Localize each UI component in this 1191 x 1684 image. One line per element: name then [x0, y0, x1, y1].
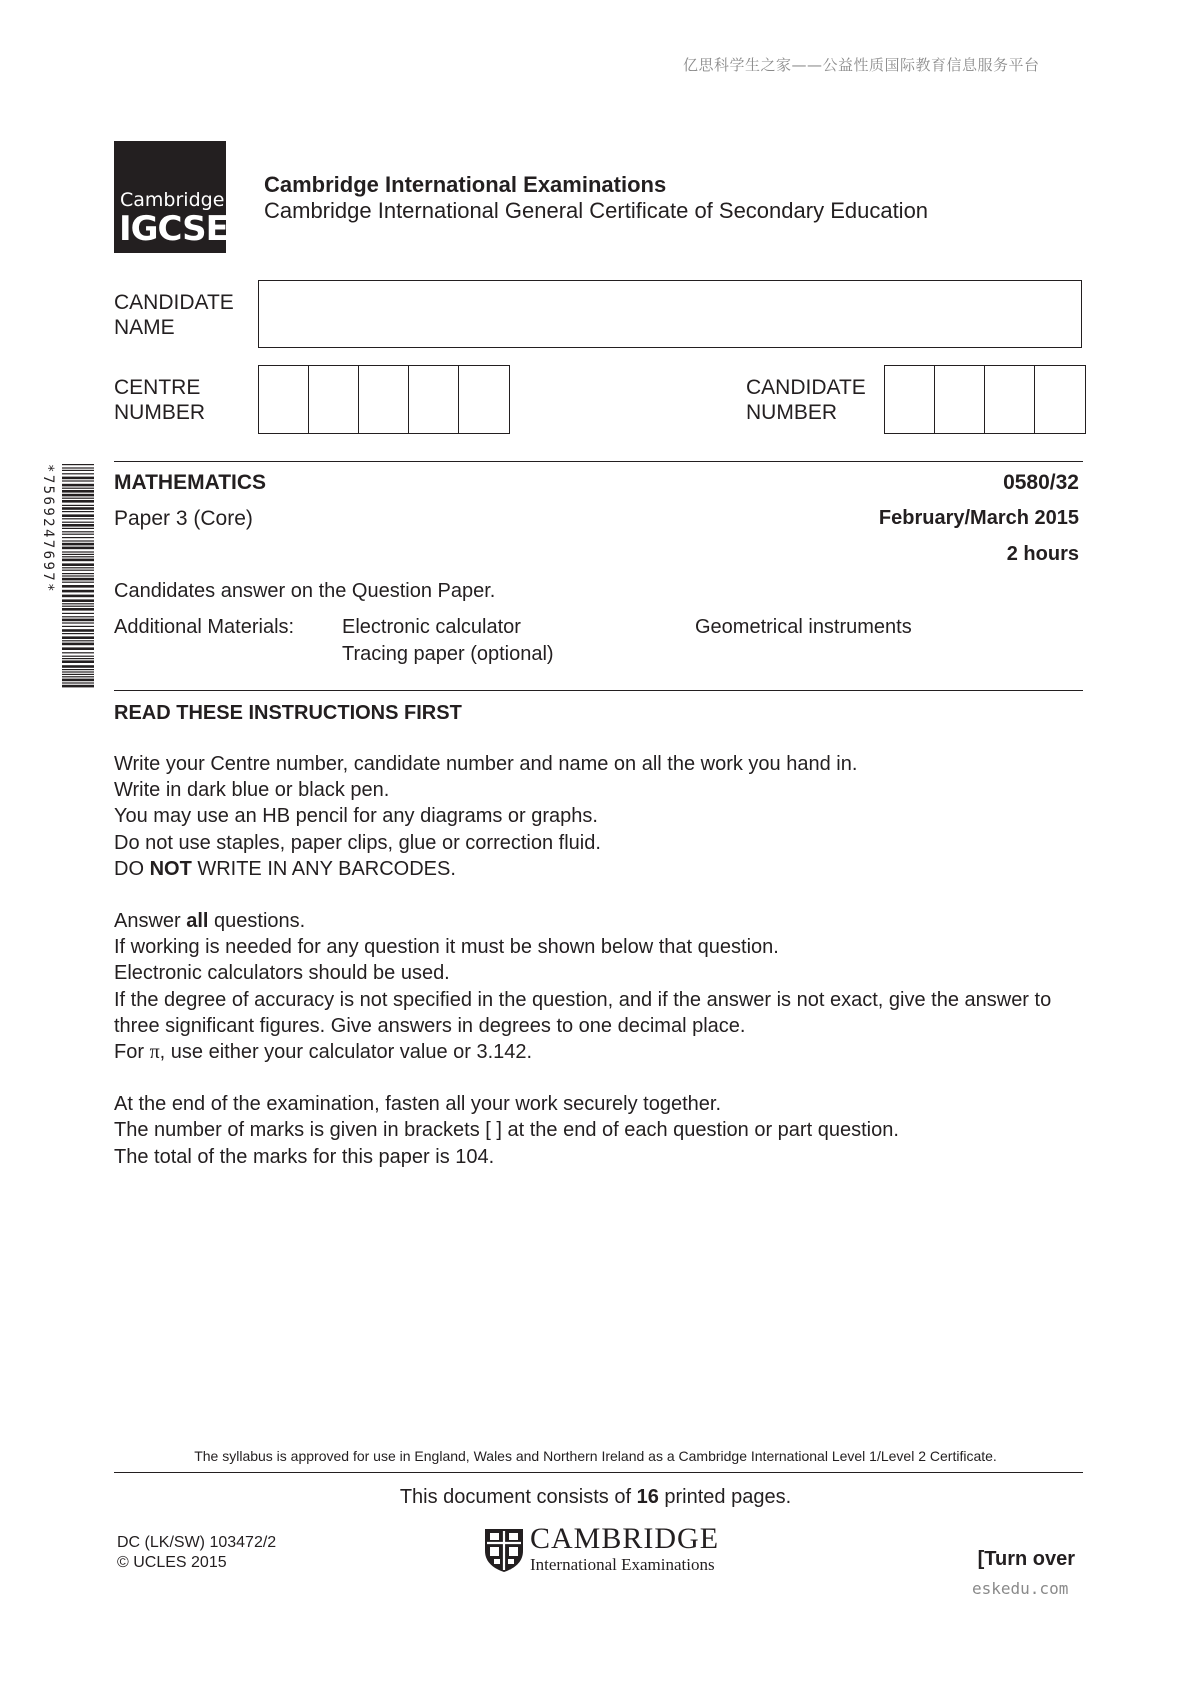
barcode-bar [62, 559, 94, 562]
exam-session: February/March 2015 [878, 507, 1079, 529]
barcode-bar [62, 595, 94, 598]
barcode-bar [62, 567, 94, 568]
paper-title: Paper 3 (Core) [114, 507, 253, 530]
barcode-bar [62, 522, 94, 523]
logo-line-2: IGCSE [119, 209, 228, 249]
barcode-bar [62, 554, 94, 555]
barcode-bar [62, 551, 94, 552]
barcode-bar [62, 511, 94, 512]
barcode-bar [62, 507, 94, 510]
barcode-bar [62, 652, 94, 653]
barcode-bar [62, 633, 94, 634]
barcode-bar [62, 464, 94, 465]
centre-digit-box[interactable] [359, 366, 409, 433]
turn-over: [Turn over [977, 1548, 1075, 1570]
instruction-line: If working is needed for any question it must be shown below that question. [114, 936, 779, 959]
divider [114, 1472, 1083, 1473]
material-tracing-paper: Tracing paper (optional) [342, 643, 554, 665]
barcode-bar [62, 629, 94, 632]
barcode-bar [62, 534, 94, 535]
barcode-bar [62, 619, 94, 622]
barcode-bar [62, 590, 94, 593]
cambridge-brand: CAMBRIDGE [530, 1522, 720, 1555]
logo-line-1: Cambridge [120, 189, 225, 211]
barcode-bar [62, 608, 94, 611]
barcode-bar [62, 669, 94, 670]
barcode-bar [62, 480, 94, 481]
instructions-title: READ THESE INSTRUCTIONS FIRST [114, 702, 462, 724]
barcode-bar [62, 547, 94, 550]
barcode-bar [62, 679, 94, 682]
barcode-bar [62, 613, 94, 614]
instruction-line: For π, use either your calculator value or 3.142. [114, 1041, 533, 1064]
barcode-bar [62, 524, 94, 527]
barcode-bar [62, 685, 94, 688]
materials-label: Additional Materials: [114, 616, 295, 638]
centre-number-boxes[interactable] [258, 365, 510, 434]
barcode-bar [62, 543, 94, 546]
answer-instruction: Candidates answer on the Question Paper. [114, 580, 496, 602]
certificate-title: Cambridge International General Certificate of Secondary Education [264, 198, 929, 223]
barcode-bar [62, 671, 94, 672]
candidate-name-label: CANDIDATE NAME [114, 291, 234, 339]
barcode-bar [62, 484, 94, 487]
subject: MATHEMATICS [114, 471, 267, 494]
barcode-bar [62, 467, 94, 468]
barcode-bar [62, 643, 94, 646]
barcode-bar [62, 531, 94, 532]
instruction-line: The number of marks is given in brackets [ ] at the end of each question or part question. [114, 1119, 899, 1142]
barcode-bar [62, 647, 94, 650]
centre-digit-box[interactable] [459, 366, 509, 433]
instruction-line: DO NOT WRITE IN ANY BARCODES. [114, 857, 456, 880]
instruction-line: If the degree of accuracy is not specified in the question, and if the answer is not exact, give the answer to [114, 988, 1052, 1011]
barcode-bar [62, 494, 94, 497]
barcode-bar [62, 676, 94, 677]
material-calculator: Electronic calculator [342, 616, 521, 638]
barcode-bar [62, 606, 94, 607]
barcode-bar [62, 528, 94, 529]
centre-digit-box[interactable] [409, 366, 459, 433]
barcode-bar [62, 477, 94, 480]
candidate-digit-box[interactable] [985, 366, 1035, 433]
page-count: This document consists of 16 printed pages. [399, 1486, 792, 1508]
instruction-line: Electronic calculators should be used. [114, 962, 450, 985]
barcode-bar [62, 470, 94, 471]
barcode-bar [62, 665, 94, 668]
barcode-bar [62, 658, 94, 659]
barcode-bar [62, 570, 94, 571]
barcode-bar [62, 498, 94, 499]
centre-digit-box[interactable] [259, 366, 309, 433]
instruction-line: The total of the marks for this paper is 104. [114, 1145, 495, 1168]
barcode [40, 462, 96, 688]
barcode-bar [62, 585, 94, 588]
barcode-bar [62, 636, 94, 639]
barcode-bar [62, 490, 94, 493]
barcode-bar [62, 616, 94, 617]
barcode-bar [62, 556, 94, 557]
instruction-line: You may use an HB pencil for any diagrams or graphs. [114, 805, 598, 828]
candidate-digit-box[interactable] [935, 366, 985, 433]
instruction-line: Write in dark blue or black pen. [114, 779, 390, 802]
centre-digit-box[interactable] [309, 366, 359, 433]
barcode-bar [62, 682, 94, 683]
barcode-bar [62, 674, 94, 675]
barcode-bar [62, 563, 94, 566]
barcode-bar [62, 488, 94, 489]
material-geometrical-instruments: Geometrical instruments [695, 616, 912, 638]
cambridge-igcse-logo [114, 141, 226, 253]
barcode-bar [62, 473, 94, 474]
barcode-bar [62, 640, 94, 641]
centre-number-label: CENTRE NUMBER [114, 376, 206, 424]
instruction-line: three significant figures. Give answers in degrees to one decimal place. [114, 1014, 746, 1037]
instruction-line: At the end of the examination, fasten all your work securely together. [114, 1093, 722, 1116]
instructions-body [114, 751, 1074, 1196]
barcode-bar [62, 500, 94, 503]
barcode-bar [62, 603, 94, 604]
exam-board-title: Cambridge International Examinations [264, 172, 667, 197]
watermark-top: 亿思科学生之家——公益性质国际教育信息服务平台 [683, 56, 1040, 74]
cambridge-crest-icon [483, 1527, 525, 1573]
instruction-line: Write your Centre number, candidate number and name on all the work you hand in. [114, 753, 858, 775]
barcode-bar [62, 622, 94, 623]
barcode-bar [62, 573, 94, 574]
barcode-number: *7569247697* [40, 464, 56, 594]
barcode-bar [62, 514, 94, 517]
syllabus-note: The syllabus is approved for use in England, Wales and Northern Ireland as a Cambridge International Level 1/Level 2 Certificate. [194, 1448, 997, 1464]
candidate-digit-box[interactable] [885, 366, 935, 433]
barcode-bar [62, 626, 94, 627]
instruction-line: Do not use staples, paper clips, glue or correction fluid. [114, 831, 601, 854]
paper-code: 0580/32 [1003, 471, 1079, 494]
barcode-bar [62, 582, 94, 583]
candidate-number-label: CANDIDATE NUMBER [746, 376, 866, 424]
divider [114, 461, 1083, 462]
document-reference: DC (LK/SW) 103472/2 © UCLES 2015 [117, 1534, 277, 1571]
barcode-bar [62, 656, 94, 657]
exam-duration: 2 hours [1006, 543, 1079, 565]
candidate-number-boxes[interactable] [884, 365, 1086, 434]
barcode-bar [62, 537, 94, 538]
barcode-bar [62, 575, 94, 576]
barcode-bar [62, 578, 94, 581]
candidate-name-box[interactable] [258, 280, 1082, 348]
cambridge-brand-subtitle: International Examinations [530, 1555, 715, 1574]
barcode-bar [62, 518, 94, 519]
barcode-bar [62, 505, 94, 506]
divider [114, 690, 1083, 691]
watermark-bottom: eskedu.com [972, 1579, 1069, 1598]
barcode-bar [62, 540, 94, 541]
barcode-bar [62, 660, 94, 663]
instruction-line: Answer all questions. [114, 910, 306, 933]
barcode-bar [62, 599, 94, 602]
candidate-digit-box[interactable] [1035, 366, 1085, 433]
